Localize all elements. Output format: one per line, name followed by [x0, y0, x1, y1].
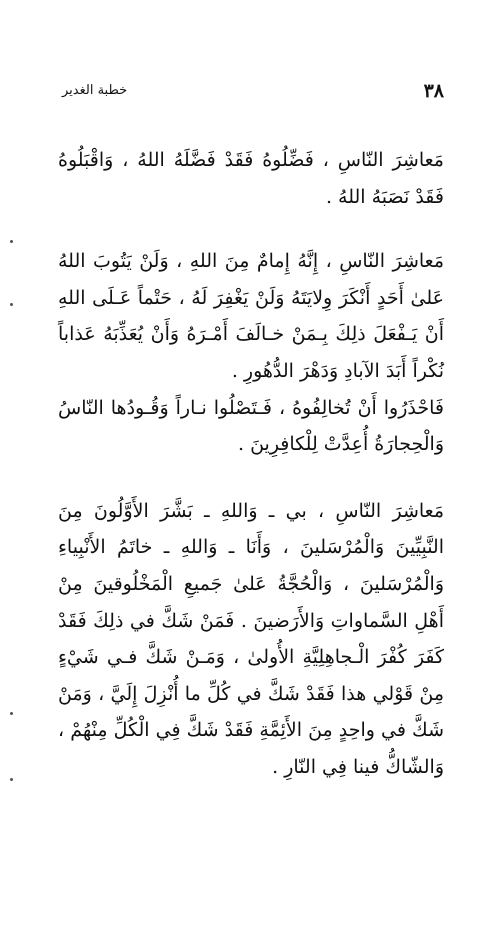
paragraph-3: فَاحْذَرُوا أَنْ تُخالِفُوهُ ، فَـتَصْلُوا نـاراً وَقُـودُها النّاسُ وَالْحِجارَةُ أُعِدَّتْ لِلْكافِرِينَ . — [58, 396, 444, 456]
running-title: خطبة الغدير — [62, 83, 128, 98]
page-body — [58, 142, 444, 816]
paragraph-2: مَعاشِرَ النّاسِ ، إِنَّهُ إِمامٌ مِنَ اللهِ ، وَلَنْ يَتُوبَ اللهُ عَلىٰ أَحَدٍ أَنْكَرَ وِلايَتَهُ وَلَنْ يَغْفِرَ لَهُ ، حَتْماً عَـلَى اللهِ أَنْ يَـفْعَلَ ذلِكَ بِـمَنْ خـالَفَ أَمْـرَهُ وَأَنْ يُعَذِّبَهُ عَذاباً نُكْراً أَبَدَ الآبادِ وَدَهْرَ الدُّهُورِ . — [58, 250, 444, 382]
margin-mark — [10, 303, 13, 306]
paragraph-4: مَعاشِرَ النّاسِ ، بي ـ وَاللهِ ـ بَشَّرَ الأَوَّلُونَ مِنَ النَّبِيِّينَ وَالْمُرْسَلينَ ، وَأَنَا ـ وَاللهِ ـ خاتَمُ الأَنْبِياءِ وَالْمُرْسَلينَ ، وَالْحُجَّةُ عَلىٰ جَميعِ الْمَخْلُوقينَ مِنْ أَهْلِ السَّماواتِ وَالأَرَضينَ . فَمَنْ شَكَّ في ذلِكَ فَقَدْ كَفَرَ كُفْرَ الْـجاهِلِيَّةِ الأُولىٰ ، وَمَـنْ شَكَّ فـي شَيْءٍ مِنْ قَوْلي هذا فَقَدْ شَكَّ في كُلِّ ما أُنْزِلَ إِلَيَّ ، وَمَنْ شَكَّ في واحِدٍ مِنَ الأَئِمَّةِ فَقَدْ شَكَّ فِي الْكُلِّ مِنْهُمْ ، وَالشّاكُّ فينا فِي النّارِ . — [58, 499, 444, 778]
margin-mark — [10, 712, 13, 715]
page-header — [62, 78, 446, 104]
margin-mark — [10, 778, 13, 781]
margin-mark — [10, 240, 13, 243]
page-number: ٣٨ — [423, 80, 444, 102]
paragraph-1: مَعاشِرَ النّاسِ ، فَضِّلُوهُ فَقَدْ فَضَّلَهُ اللهُ ، وَاقْبَلُوهُ فَقَدْ نَصَبَهُ اللهُ . — [58, 149, 444, 208]
